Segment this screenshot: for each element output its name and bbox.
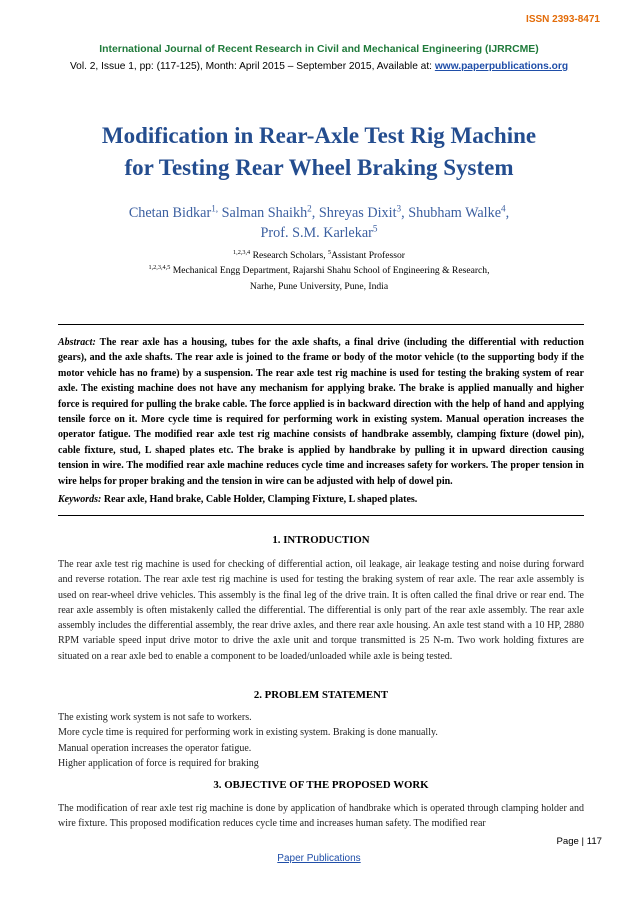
affiliation-text: Assistant Professor (331, 250, 405, 261)
page-number: Page | 117 (556, 836, 602, 847)
journal-meta-text: Vol. 2, Issue 1, pp: (117-125), Month: April 2015 – September 2015, Available at: (69, 61, 433, 72)
affiliation-text: Mechanical Engg Department, Rajarshi Shahu School of Engineering & Research, (172, 265, 490, 276)
problem-line: Manual operation increases the operator fatigue. (58, 742, 252, 754)
section-heading-problem-statement: 2. PROBLEM STATEMENT (253, 689, 389, 701)
author-name: Prof. S.M. Karlekar (260, 225, 373, 241)
author-name: Shreyas Dixit (318, 205, 397, 221)
problem-line: More cycle time is required for performing work in existing system. Braking is done manually. (58, 727, 438, 739)
author-sup: 4 (501, 203, 506, 214)
affiliation-location: Narhe, Pune University, Pune, India (249, 281, 389, 292)
publisher-link[interactable]: Paper Publications (277, 853, 361, 864)
affiliation-sup: 1,2,3,4,5 (148, 263, 171, 271)
abstract-bottom-rule (58, 515, 584, 516)
journal-url-link[interactable]: www.paperpublications.org (434, 61, 569, 72)
section-heading-introduction: 1. INTRODUCTION (272, 534, 370, 546)
author-sup: 2 (307, 203, 312, 214)
author-line-1: Chetan Bidkar$^{1,}$ Salman Shaikh$^2$, Shreyas Dixit$^3$, Shubham Walke$^4$, (128, 203, 510, 221)
issn-label: ISSN 2393-8471 (526, 14, 600, 25)
abstract (58, 335, 584, 489)
affiliation-text: Research Scholars, (252, 250, 326, 261)
problem-line: Higher application of force is required for braking (58, 757, 259, 769)
abstract-label: Abstract: (58, 337, 96, 348)
section-heading-objective: 3. OBJECTIVE OF THE PROPOSED WORK (213, 779, 429, 791)
section-text-problem-statement (58, 710, 584, 771)
keywords (58, 494, 584, 505)
section-text-objective: The modification of rear axle test rig machine is done by application of handbrake which is operated through clamping holder and wire fixture. This proposed modification reduces cycle time and increases human safety. The modified rear (58, 803, 584, 830)
abstract-text: The rear axle has a housing, tubes for the axle shafts, a final drive (including the differential with reduction gears), and the axle shafts. The rear axle is joined to the frame or body of the motor vehicle (to the supporting body if the motor vehicle has no frame) by a suspension. The rear axle test rig machine is used for testing the braking system of rear axle. The existing machine does not have any mechanism for applying brake. The brake is applied manually and higher force is required for pulling the brake cable. The force applied is in backward direction with the help of hand and applying tensile force on it. More cycle time is required for performing work in existing system. Manual operation increases the operator fatigue. The modified rear axle test rig machine consists of handbrake assembly, clamping fixture (dowel pin), cable fixture, stud, L shaped plates etc. The brake is applied by handbrake by pulling it in upward direction causing tension in wire. The modified rear axle machine reduces cycle time and increases safety for workers. The proper tension in wire helps for proper braking and the tension in wire can be adjusted with help of dowel pin. (58, 337, 584, 487)
author-line-2 (40, 223, 598, 243)
author-sup: 3 (396, 203, 402, 214)
keywords-text: Rear axle, Hand brake, Cable Holder, Clamping Fixture, L shaped plates. (103, 494, 418, 505)
affiliation-department (40, 265, 598, 276)
journal-meta (0, 61, 638, 72)
author-name: Salman Shaikh (221, 205, 308, 221)
affiliation-sup: 5 (328, 248, 332, 256)
problem-line: The existing work system is not safe to workers. (58, 712, 252, 723)
author-sup: 5 (372, 223, 378, 234)
section-text-introduction: The rear axle test rig machine is used for checking of differential action, oil leakage, air leakage testing and noise during forward and reverse rotation. The rear axle test rig machine is used for testing the braking system of rear axle. The rear axle assembly is used on rear-wheel drive vehicles. This assembly is the final leg of the drive train. It is often called the final drive or rear end. The rear axle assembly is often mistakenly called the differential. The differential is only part of the rear axle assembly. The rear axle assembly includes the differential assembly, the rear drive axles, and there rear axle housing. An axle test stand with a 10 HP, 2880 RPM variable speed input drive motor to drive the axle unit and torque transmitted is 25 N-m. Two work holding fixtures are situated on a rear axle bed to enable a component to be loaded/unloaded while axle is being tested. (58, 559, 584, 662)
paper-title-line-1: Modification in Rear-Axle Test Rig Machine (101, 123, 537, 148)
author-list (40, 203, 598, 243)
keywords-label: Keywords: (58, 494, 102, 505)
author-name: Shubham Walke (408, 205, 501, 221)
author-sup: 1, (211, 203, 219, 214)
paper-title-line-2: for Testing Rear Wheel Braking System (124, 155, 514, 180)
paper-title (40, 120, 598, 184)
author-name: Chetan Bidkar (128, 205, 212, 221)
journal-name: International Journal of Recent Research in Civil and Mechanical Engineering (IJRRCME) (99, 44, 539, 55)
affiliation-sup: 1,2,3,4 (233, 248, 251, 256)
abstract-top-rule (58, 324, 584, 325)
affiliation-roles (40, 250, 598, 261)
